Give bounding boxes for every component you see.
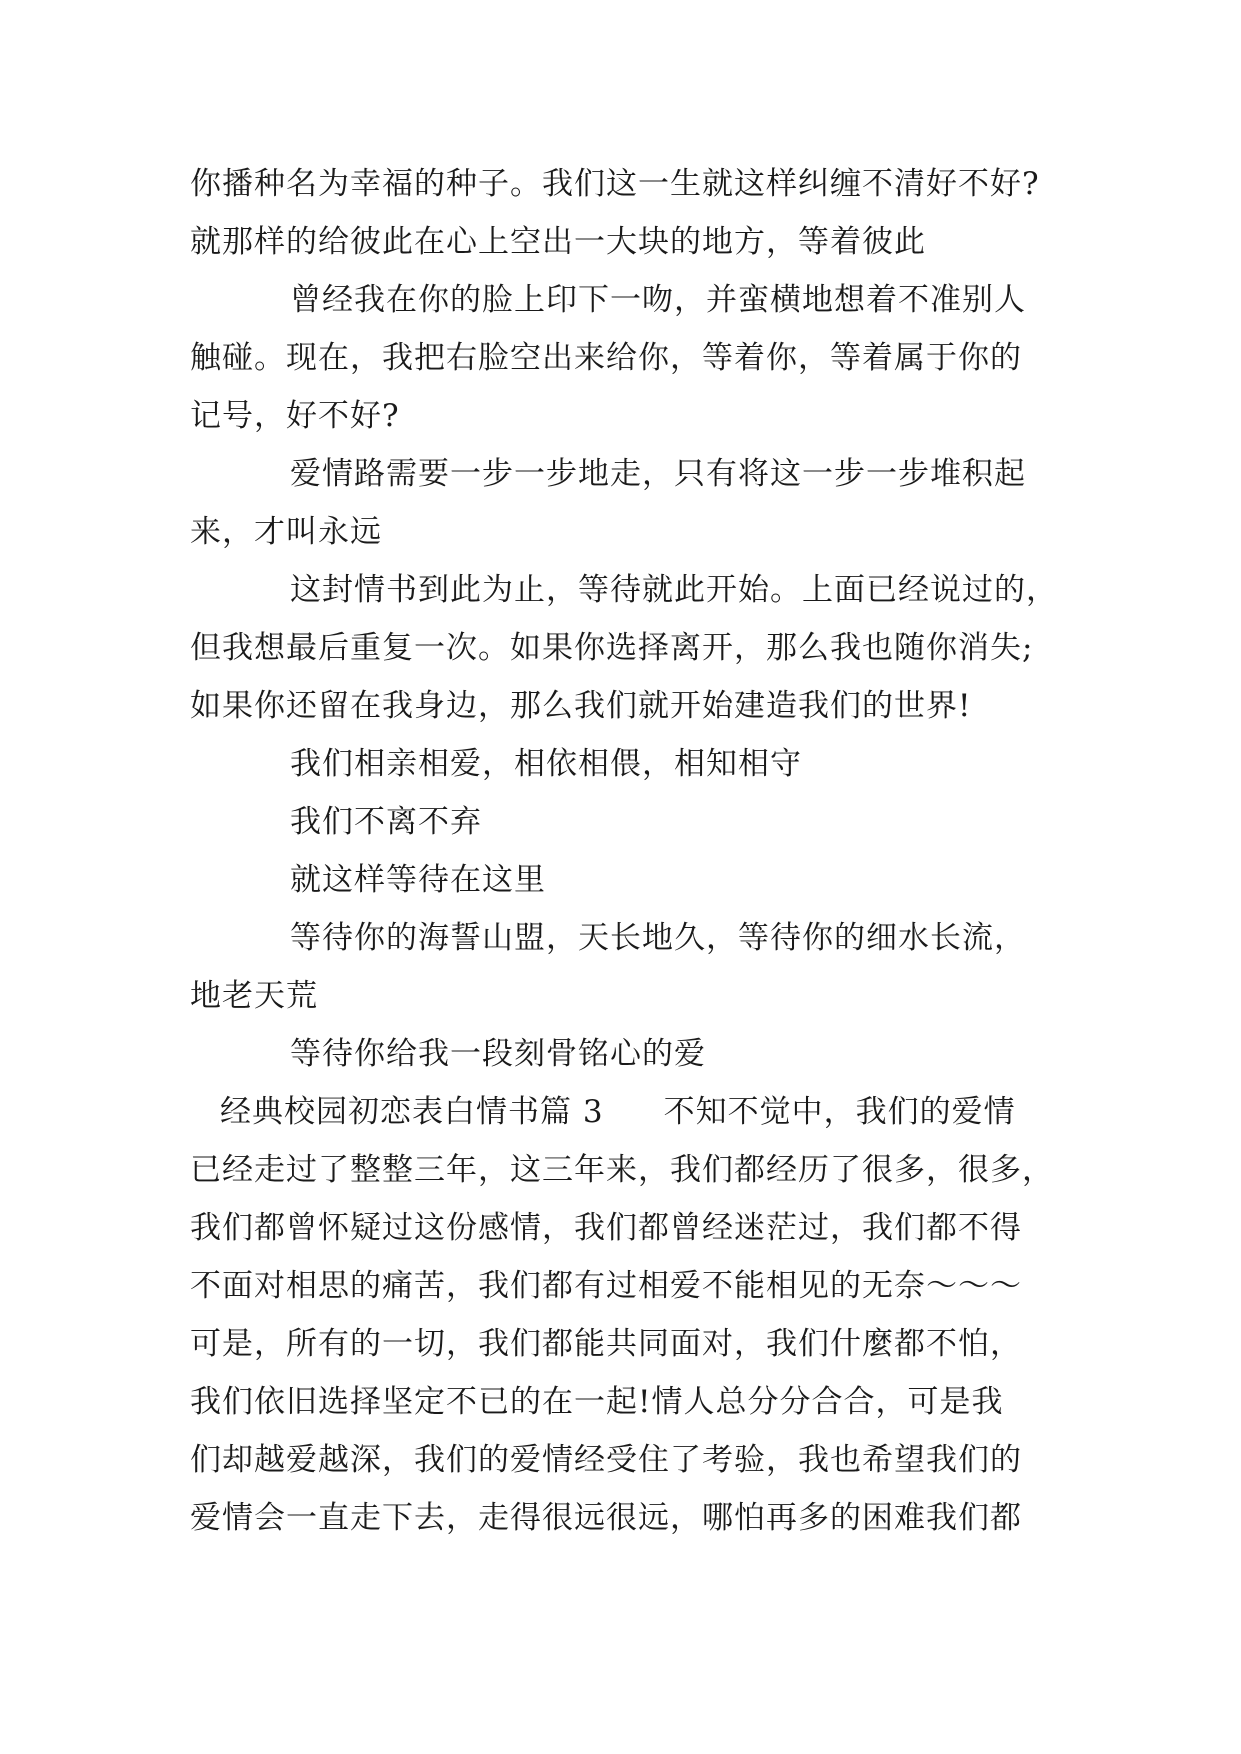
text-line: 地老天荒 [190, 978, 318, 1014]
paragraph-line: 等待你的海誓山盟，天长地久，等待你的细水长流， [290, 920, 1026, 956]
text-line: 可是，所有的一切，我们都能共同面对，我们什麼都不怕， [190, 1326, 1022, 1362]
text-line: 我们依旧选择坚定不已的在一起!情人总分分合合，可是我 [190, 1384, 1004, 1420]
text-line: 但我想最后重复一次。如果你选择离开，那么我也随你消失; [190, 630, 1034, 666]
text-line: 如果你还留在我身边，那么我们就开始建造我们的世界! [190, 688, 972, 724]
paragraph-line: 曾经我在你的脸上印下一吻，并蛮横地想着不准别人 [290, 282, 1026, 318]
text-line: 不面对相思的痛苦，我们都有过相爱不能相见的无奈～～～ [190, 1268, 1022, 1304]
paragraph-line: 等待你给我一段刻骨铭心的爱 [290, 1036, 706, 1072]
text-line: 来，才叫永远 [190, 514, 382, 550]
section-heading: 经典校园初恋表白情书篇 3 [220, 1094, 604, 1130]
paragraph-line: 我们相亲相爱，相依相偎，相知相守 [290, 746, 802, 782]
text-line: 已经走过了整整三年，这三年来，我们都经历了很多，很多， [190, 1152, 1054, 1188]
section-line [190, 1083, 1060, 1141]
text-line: 我们都曾怀疑过这份感情，我们都曾经迷茫过，我们都不得 [190, 1210, 1022, 1246]
paragraph-line: 爱情路需要一步一步地走，只有将这一步一步堆积起 [290, 456, 1026, 492]
text-line: 触碰。现在，我把右脸空出来给你，等着你，等着属于你的 [190, 340, 1022, 376]
text-line: 们却越爱越深，我们的爱情经受住了考验，我也希望我们的 [190, 1442, 1022, 1478]
document-body [190, 155, 1060, 1547]
text-line: 就那样的给彼此在心上空出一大块的地方，等着彼此 [190, 224, 926, 260]
paragraph-line: 这封情书到此为止，等待就此开始。上面已经说过的， [290, 572, 1058, 608]
paragraph-line: 就这样等待在这里 [290, 862, 546, 898]
text-line: 你播种名为幸福的种子。我们这一生就这样纠缠不清好不好? [190, 166, 1040, 202]
paragraph-line: 我们不离不弃 [290, 804, 482, 840]
text-line: 爱情会一直走下去，走得很远很远，哪怕再多的困难我们都 [190, 1500, 1022, 1536]
text-line: 记号，好不好? [190, 398, 400, 434]
text-line: 不知不觉中，我们的爱情 [663, 1094, 1016, 1130]
